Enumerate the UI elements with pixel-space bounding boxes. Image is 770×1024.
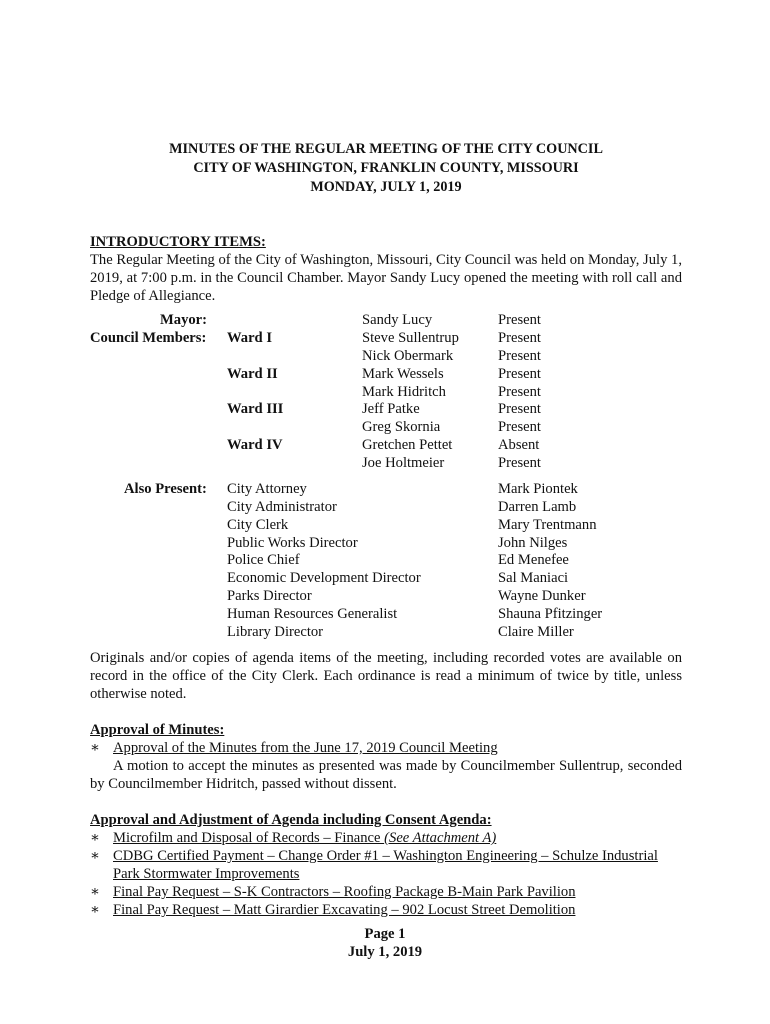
member-status: Present: [498, 384, 541, 400]
ward-label: Ward IV: [227, 437, 283, 453]
member-status: Present: [498, 330, 541, 346]
agenda-heading: Approval and Adjustment of Agenda including Consent Agenda:: [90, 812, 492, 828]
agenda-item-3: Final Pay Request – S-K Contractors – Roofing Package B-Main Park Pavilion: [113, 884, 576, 900]
member-name: Mark Wessels: [362, 366, 444, 382]
attendance-block: [90, 311, 682, 641]
staff-title: Parks Director: [227, 588, 312, 604]
list-item: [90, 847, 682, 883]
minutes-motion: A motion to accept the minutes as presented was made by Councilmember Sullentrup, seconded by Councilmember Hidritch, passed without dissent.: [90, 758, 682, 792]
staff-title: City Attorney: [227, 481, 307, 497]
list-item: [90, 739, 682, 757]
bullet-icon: ∗: [90, 884, 100, 900]
bullet-icon: ∗: [90, 848, 100, 864]
also-present-label: Also Present:: [124, 481, 207, 497]
member-name: Joe Holtmeier: [362, 455, 445, 471]
intro-section: [90, 233, 682, 305]
intro-text: The Regular Meeting of the City of Washington, Missouri, City Council was held on Monday, July 1, 2019, at 7:00 p.m. in the Council Chamber. Mayor Sandy Lucy opened the meeting with roll call and Pledge of Allegiance.: [90, 252, 682, 304]
bullet-icon: ∗: [90, 740, 100, 756]
member-status: Present: [498, 312, 541, 328]
staff-name: John Nilges: [498, 535, 568, 551]
member-status: Present: [498, 348, 541, 364]
staff-title: City Administrator: [227, 499, 337, 515]
staff-title: Human Resources Generalist: [227, 606, 398, 622]
title-line-2: CITY OF WASHINGTON, FRANKLIN COUNTY, MISSOURI: [193, 160, 579, 176]
member-status: Present: [498, 366, 541, 382]
staff-title: Public Works Director: [227, 535, 358, 551]
minutes-heading: Approval of Minutes:: [90, 722, 225, 738]
member-name: Sandy Lucy: [362, 312, 433, 328]
member-status: Present: [498, 455, 541, 471]
member-status: Absent: [498, 437, 540, 453]
member-name: Gretchen Pettet: [362, 437, 453, 453]
staff-name: Mark Piontek: [498, 481, 578, 497]
agenda-item-1-attachment: (See Attachment A): [384, 830, 497, 846]
ward-label: Ward II: [227, 366, 278, 382]
member-name: Greg Skornia: [362, 419, 441, 435]
agenda-item-1: Microfilm and Disposal of Records – Finance: [113, 830, 385, 846]
footer-date: July 1, 2019: [347, 944, 423, 960]
agenda-item-4: Final Pay Request – Matt Girardier Excavating – 902 Locust Street Demolition: [113, 902, 576, 918]
intro-heading: INTRODUCTORY ITEMS:: [90, 234, 266, 250]
document-title: [90, 140, 682, 197]
list-item: [90, 829, 682, 847]
minutes-item: Approval of the Minutes from the June 17, 2019 Council Meeting: [113, 740, 498, 756]
staff-title: Police Chief: [227, 552, 300, 568]
agenda-section: [90, 811, 682, 919]
minutes-section: [90, 721, 682, 793]
staff-name: Sal Maniaci: [498, 570, 569, 586]
agenda-item-2: CDBG Certified Payment – Change Order #1 – Washington Engineering – Schulze Industrial Park Stormwater Improvements: [113, 848, 658, 882]
staff-name: Ed Menefee: [498, 552, 569, 568]
mayor-label: Mayor:: [160, 312, 208, 328]
member-status: Present: [498, 401, 541, 417]
list-item: [90, 901, 682, 919]
member-name: Nick Obermark: [362, 348, 454, 364]
ward-label: Ward III: [227, 401, 284, 417]
member-name: Steve Sullentrup: [362, 330, 459, 346]
staff-name: Wayne Dunker: [498, 588, 586, 604]
title-line-3: MONDAY, JULY 1, 2019: [310, 179, 462, 195]
page-footer: [0, 925, 770, 961]
council-label: Council Members:: [90, 330, 207, 346]
title-line-1: MINUTES OF THE REGULAR MEETING OF THE CITY COUNCIL: [169, 141, 603, 157]
ward-label: Ward I: [227, 330, 273, 346]
member-name: Mark Hidritch: [362, 384, 446, 400]
member-status: Present: [498, 419, 541, 435]
originals-text: Originals and/or copies of agenda items of the meeting, including recorded votes are available on record in the office of the City Clerk. Each ordinance is read a minimum of twice by title, unless otherwise noted.: [90, 650, 682, 702]
list-item: [90, 883, 682, 901]
bullet-icon: ∗: [90, 830, 100, 846]
member-name: Jeff Patke: [362, 401, 420, 417]
staff-name: Mary Trentmann: [498, 517, 597, 533]
staff-name: Shauna Pfitzinger: [498, 606, 603, 622]
staff-title: Economic Development Director: [227, 570, 421, 586]
staff-name: Claire Miller: [498, 624, 574, 640]
staff-title: Library Director: [227, 624, 324, 640]
staff-name: Darren Lamb: [498, 499, 577, 515]
staff-title: City Clerk: [227, 517, 289, 533]
bullet-icon: ∗: [90, 902, 100, 918]
page-number: Page 1: [364, 926, 406, 942]
document-page: [90, 140, 682, 919]
